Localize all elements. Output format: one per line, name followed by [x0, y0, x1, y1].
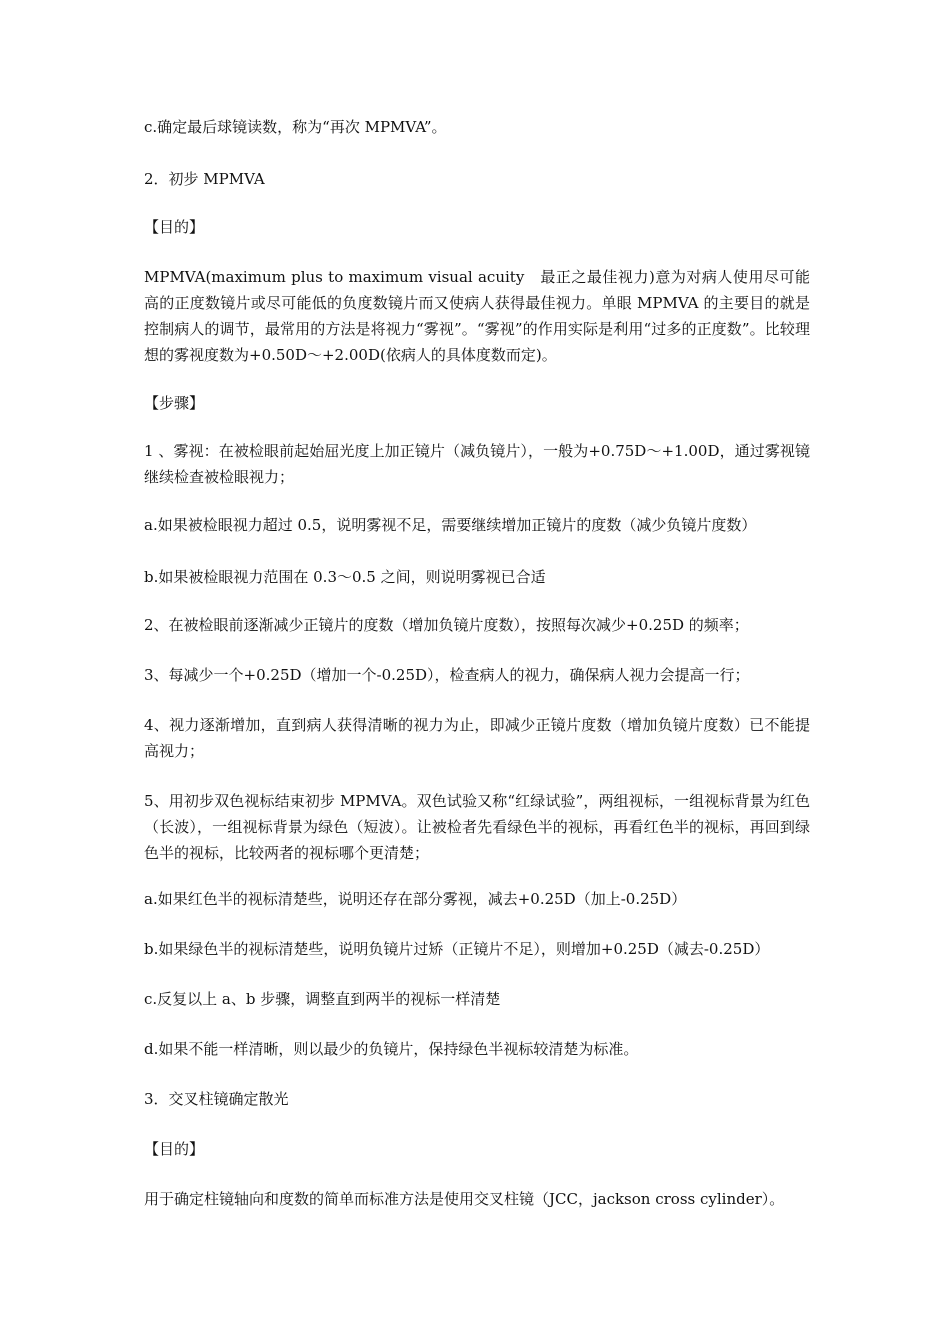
paragraph-final-sphere: c.确定最后球镜读数，称为“再次 MPMVA”。 — [144, 118, 447, 136]
step-5c: c.反复以上 a、b 步骤，调整直到两半的视标一样清楚 — [144, 990, 501, 1008]
step-4: 4、视力逐渐增加，直到病人获得清晰的视力为止，即减少正镜片度数（增加负镜片度数）已不能提高视力； — [144, 716, 810, 760]
step-5b: b.如果绿色半的视标清楚些，说明负镜片过矫（正镜片不足），则增加+0.25D（减去-0.25D） — [144, 940, 770, 958]
step-1-fogging: 1 、雾视：在被检眼前起始屈光度上加正镜片（减负镜片），一般为+0.75D～+1.00D，通过雾视镜继续检查被检眼视力； — [144, 442, 810, 486]
paragraph-jcc: 用于确定柱镜轴向和度数的简单而标准方法是使用交叉柱镜（JCC，jackson cross cylinder）。 — [144, 1190, 785, 1208]
step-5d: d.如果不能一样清晰，则以最少的负镜片，保持绿色半视标较清楚为标准。 — [144, 1040, 639, 1058]
section-heading-jcc: 3．交叉柱镜确定散光 — [144, 1090, 289, 1108]
step-5a: a.如果红色半的视标清楚些，说明还存在部分雾视，减去+0.25D（加上-0.25D） — [144, 890, 687, 908]
steps-heading: 【步骤】 — [144, 394, 205, 412]
purpose-heading: 【目的】 — [144, 218, 205, 236]
section-heading-initial-mpmva: 2．初步 MPMVA — [144, 170, 265, 188]
paragraph-mpmva-definition: MPMVA(maximum plus to maximum visual acuity 最正之最佳视力)意为对病人使用尽可能高的正度数镜片或尽可能低的负度数镜片而又使病人获得最佳视力。单眼 MPMVA 的主要目的就是控制病人的调节，最常用的方法是将视力“雾视”。“雾视”的作用实际是利用“过多的正度数”。比较理想的雾视度数为+0.50D～+2.00D(依病人的具体度数而定)。 — [144, 268, 810, 364]
purpose-heading-jcc: 【目的】 — [144, 1140, 205, 1158]
step-2: 2、在被检眼前逐渐减少正镜片的度数（增加负镜片度数），按照每次减少+0.25D 的频率； — [144, 616, 749, 634]
step-1b: b.如果被检眼视力范围在 0.3～0.5 之间，则说明雾视已合适 — [144, 568, 546, 586]
step-3: 3、每减少一个+0.25D（增加一个-0.25D），检查病人的视力，确保病人视力会提高一行； — [144, 666, 750, 684]
step-5-duochrome: 5、用初步双色视标结束初步 MPMVA。双色试验又称“红绿试验”，两组视标，一组视标背景为红色（长波），一组视标背景为绿色（短波）。让被检者先看绿色半的视标，再看红色半的视标，再回到绿色半的视标，比较两者的视标哪个更清楚； — [144, 792, 810, 862]
step-1a: a.如果被检眼视力超过 0.5，说明雾视不足，需要继续增加正镜片的度数（减少负镜片度数） — [144, 516, 757, 534]
